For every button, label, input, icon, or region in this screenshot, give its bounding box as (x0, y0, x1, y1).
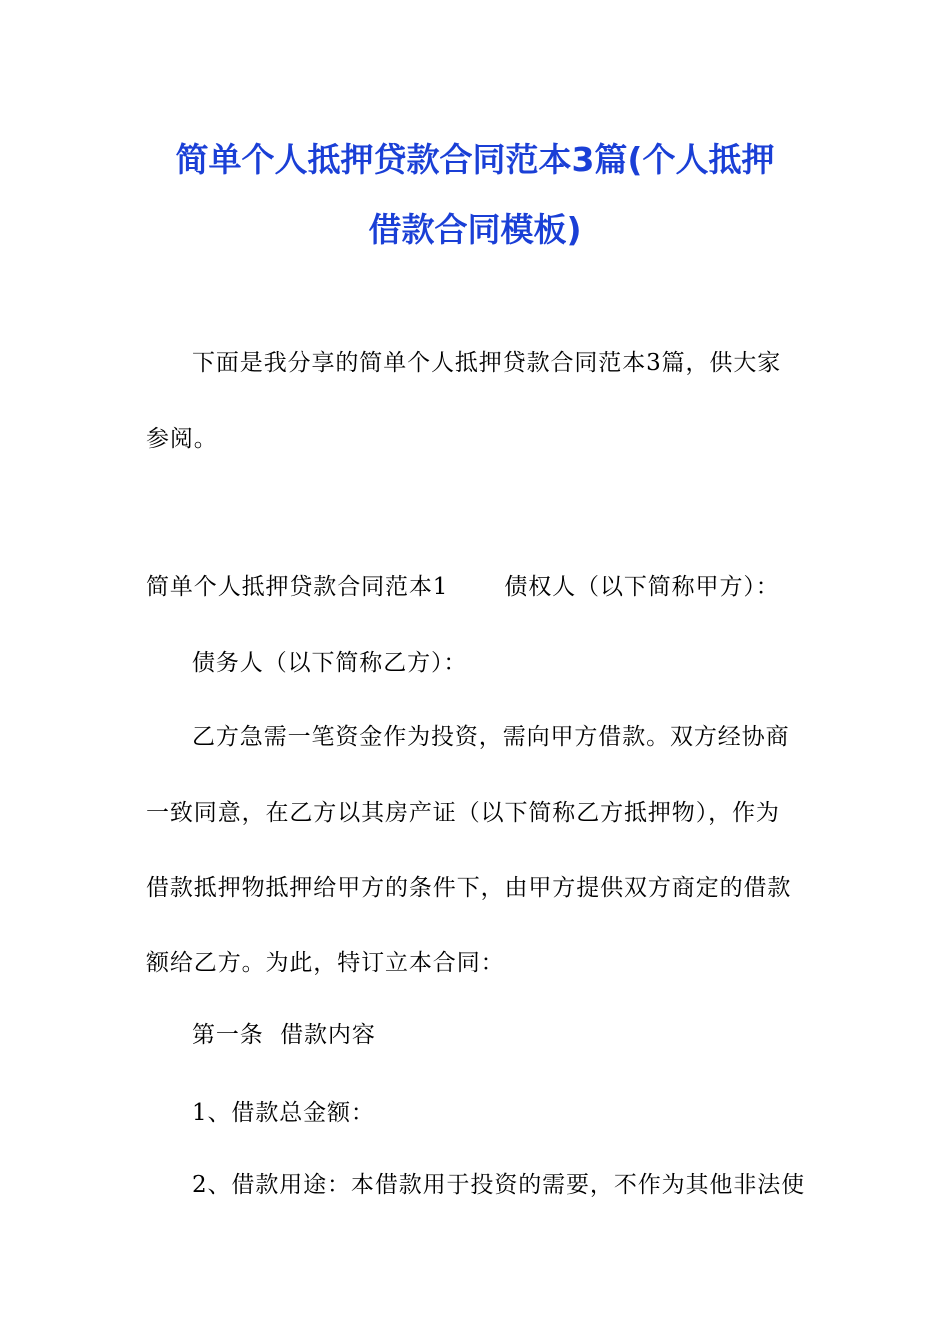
article-1-item-2: 2、借款用途：本借款用于投资的需要，不作为其他非法使 (192, 1172, 806, 1198)
paragraph-1-line-3: 借款抵押物抵押给甲方的条件下，由甲方提供双方商定的借款 (146, 875, 792, 901)
document-title-line-1: 简单个人抵押贷款合同范本3篇(个人抵押 (175, 140, 775, 179)
debtor-line: 债务人（以下简称乙方）： (192, 650, 468, 676)
article-1-heading: 第一条 借款内容 (192, 1022, 376, 1048)
paragraph-1-line-4: 额给乙方。为此，特订立本合同： (146, 950, 505, 976)
article-1-item-1: 1、借款总金额： (192, 1100, 375, 1126)
section-heading-row (146, 568, 780, 601)
creditor-line: 债权人（以下简称甲方）： (504, 574, 780, 600)
intro-line-2: 参阅。 (146, 426, 218, 452)
paragraph-1-line-2: 一致同意，在乙方以其房产证（以下简称乙方抵押物），作为 (146, 800, 780, 826)
intro-line-1: 下面是我分享的简单个人抵押贷款合同范本3篇，供大家 (192, 350, 782, 376)
section-heading: 简单个人抵押贷款合同范本1 (146, 574, 449, 600)
paragraph-1-line-1: 乙方急需一笔资金作为投资，需向甲方借款。双方经协商 (192, 724, 790, 750)
document-title-line-2: 借款合同模板) (368, 210, 582, 249)
